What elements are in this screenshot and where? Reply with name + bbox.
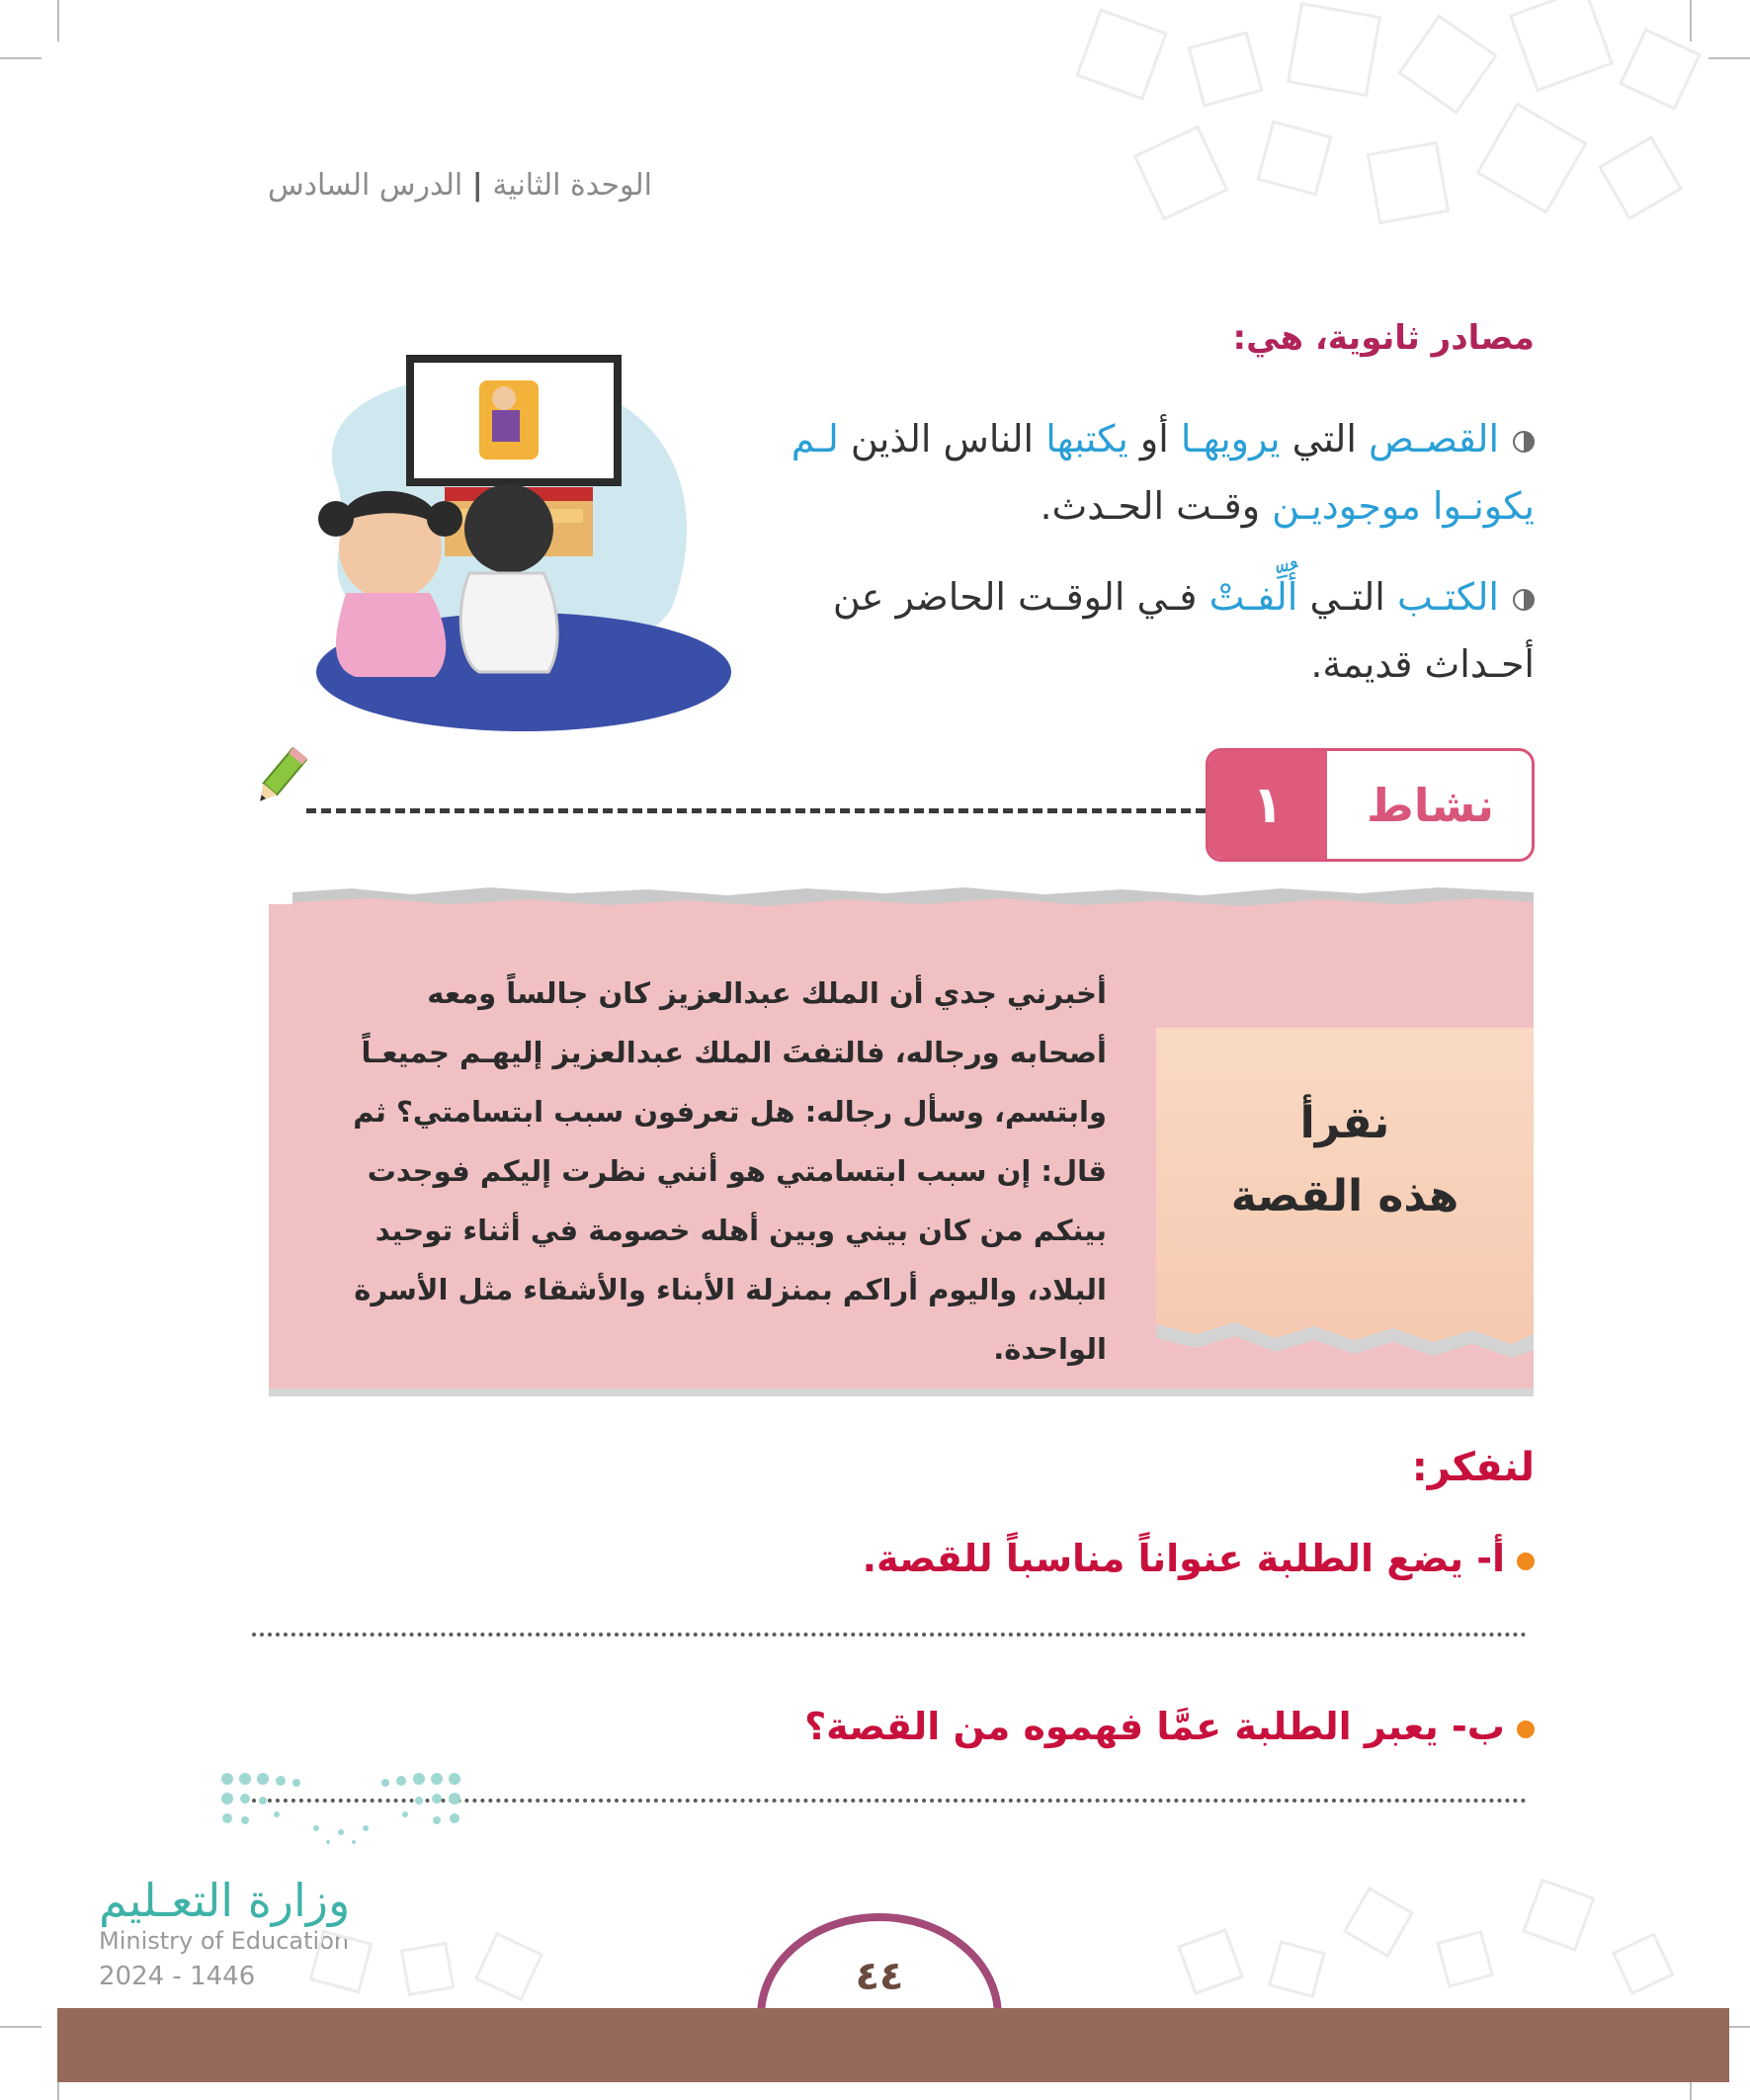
read-line-2: هذه القصة: [1230, 1171, 1459, 1221]
torn-paper-edge: [1156, 1304, 1534, 1384]
crop-mark: [57, 0, 59, 42]
decorative-pattern: [1028, 0, 1719, 257]
ministry-name-arabic: وزارة التعـليم: [99, 1874, 351, 1927]
ministry-year: 2024 - 1446: [99, 1962, 256, 1991]
lesson-label: الدرس السادس: [268, 168, 463, 203]
highlight-word: الكتـب: [1396, 575, 1499, 619]
crop-mark: [0, 2026, 42, 2028]
activity-number: ١: [1208, 751, 1327, 859]
ministry-logo-dots-icon: [217, 1769, 464, 1858]
text-span: أو: [1127, 417, 1181, 461]
page-number: [761, 1917, 998, 2036]
torn-paper-edge: [292, 884, 1534, 918]
question-a: [863, 1537, 1535, 1580]
text-span: الناس الذين: [838, 417, 1046, 461]
orange-bullet-icon: [1517, 1553, 1535, 1570]
answer-line-a[interactable]: [252, 1633, 1527, 1637]
story-text: أخبرني جدي أن الملك عبدالعزيز كان جالساً ومعه أصحابه ورجاله، فالتفتَ الملك عبدالعزيز إليهـم جميعـاً وابتسم، وسأل رجاله: هل تعرفون سبب ابتسامتي؟ ثم قال: إن سبب ابتسامتي هو أنني نظرت إليكم فوجدت بينكم من كان بيني وبين أهله خصومة في أثناء توحيد البلاد، واليوم أراكم بمنزلة الأبناء والأشقاء مثل الأسرة الواحدة.: [353, 976, 1107, 1366]
highlight-word: القصـص: [1369, 417, 1499, 461]
half-circle-bullet-icon: [1513, 589, 1535, 611]
orange-bullet-icon: [1517, 1721, 1535, 1738]
think-title: لنفكر:: [1411, 1445, 1535, 1490]
question-b-text: ب- يعبر الطلبة عمَّا فهموه من القصة؟: [804, 1705, 1505, 1748]
bullet-stories: [764, 405, 1535, 540]
secondary-sources-title: مصادر ثانوية، هي:: [1232, 318, 1535, 358]
highlight-word: لـم يكونـوا موجوديـن: [791, 417, 1535, 528]
pencil-icon: [245, 743, 314, 812]
text-span: التـي: [1297, 575, 1397, 619]
bullet-books: [764, 563, 1535, 698]
text-span: وقـت الحـدث.: [1040, 484, 1273, 528]
page-header: [237, 168, 652, 217]
highlight-word: يرويهـا: [1180, 417, 1281, 461]
text-span: التي: [1280, 417, 1369, 461]
highlight-word: أُلِّفـتْ: [1208, 575, 1298, 619]
read-story-title: [1156, 1087, 1534, 1233]
read-line-1: نقرأ: [1299, 1098, 1390, 1148]
unit-label: الوحدة الثانية: [492, 168, 652, 203]
question-b: [804, 1705, 1535, 1748]
ministry-name-english: Ministry of Education: [99, 1927, 350, 1955]
highlight-word: يكتبها: [1045, 417, 1128, 461]
activity-banner: [1206, 748, 1535, 862]
text-span: فـي الوقـت الحاضر عن أحـداث قديمة.: [832, 575, 1535, 686]
crop-mark: [0, 57, 42, 59]
activity-label: نشاط: [1366, 778, 1495, 832]
page-number-text: ٤٤: [855, 1954, 904, 1999]
decorative-pattern: [296, 1878, 1729, 2006]
header-separator: |: [471, 168, 483, 203]
children-watching-tv-illustration: [296, 351, 731, 736]
activity-dashed-line: [306, 808, 1206, 813]
question-a-text: أ- يضع الطلبة عنواناً مناسباً للقصة.: [862, 1537, 1505, 1580]
half-circle-bullet-icon: [1513, 431, 1535, 453]
